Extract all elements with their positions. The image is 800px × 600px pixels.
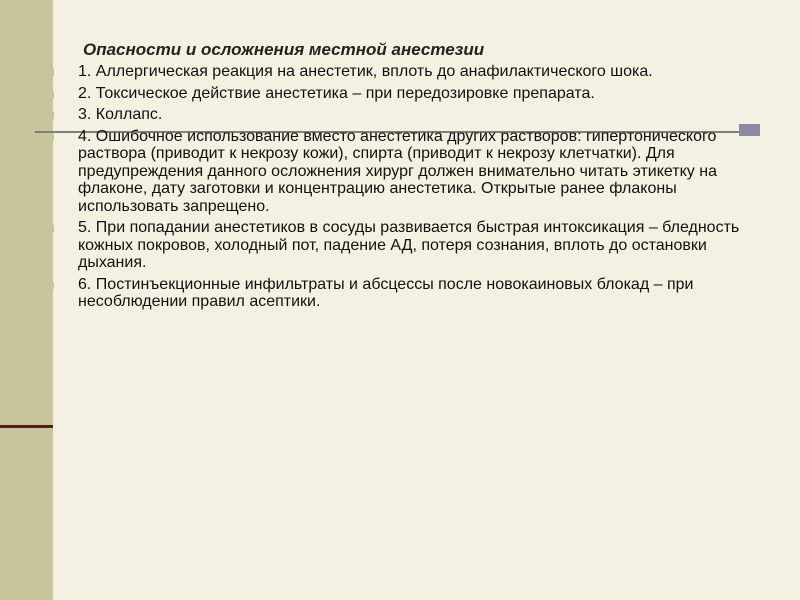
list-item-text: 2. Токсическое действие анестетика – при передозировке препарата.: [78, 84, 595, 102]
slide-title: Опасности и осложнения местной анестезии: [83, 40, 485, 59]
side-bar-marker-line: [0, 425, 53, 428]
list-item-text: 3. Коллапс.: [78, 106, 163, 123]
list-item-text: 1. Аллергическая реакция на анестетик, вплоть до анафилактического шока.: [78, 63, 653, 80]
square-bullet-icon: [47, 225, 54, 232]
list-item-text: 4. Ошибочное использование вместо анестетика других растворов: гипертонического раствора (приводит к некрозу кожи), спирта (приводит к некрозу клетчатки). Для предупреждения данного осложнения хирург должен внимательно читать этикетку на флаконе, дату заготовки и концентрацию анестетика. Открытые ранее флаконы использовать запрещено.: [78, 127, 717, 215]
list-item-text: 6. Постинъекционные инфильтраты и абсцессы после новокаиновых блокад – при несоблюдении правил асептики.: [78, 275, 694, 310]
square-bullet-icon: [47, 282, 54, 289]
square-bullet-icon: [47, 134, 54, 141]
left-side-bar: [0, 0, 53, 600]
list-item: [78, 85, 768, 103]
list-item: [78, 128, 768, 216]
list-item: [78, 106, 768, 124]
list-item: [78, 63, 768, 81]
list-item-text: 5. При попадании анестетиков в сосуды развивается быстрая интоксикация – бледность кожных покровов, холодный пот, падение АД, потеря сознания, вплоть до остановки дыхания.: [78, 219, 740, 271]
square-bullet-icon: [47, 91, 54, 98]
content-list: [78, 63, 768, 315]
list-item: [78, 219, 768, 272]
square-bullet-icon: [47, 69, 54, 76]
square-bullet-icon: [47, 112, 54, 119]
list-item: [78, 276, 768, 311]
